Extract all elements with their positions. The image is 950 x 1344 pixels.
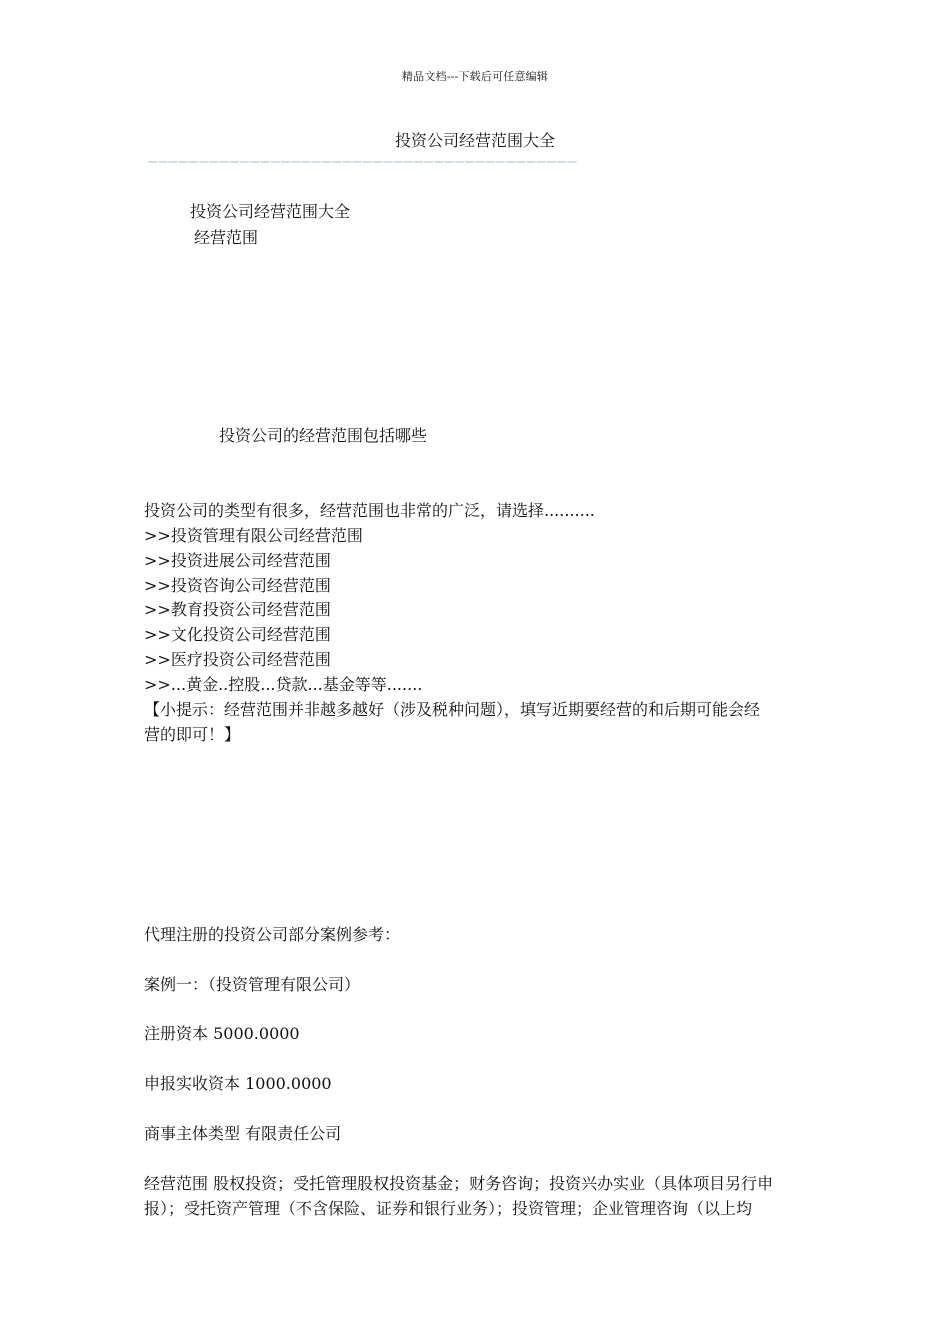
list-item: >>投资管理有限公司经营范围 bbox=[144, 526, 363, 545]
tip-line: 营的即可！】 bbox=[144, 725, 241, 744]
tip-line: 【小提示：经营范围并非越多越好（涉及税种问题），填写近期要经营的和后期可能会经 bbox=[144, 700, 761, 719]
cases-intro: 代理注册的投资公司部分案例参考： bbox=[144, 925, 401, 944]
business-scope-line: 经营范围 股权投资；受托管理股权投资基金；财务咨询；投资兴办实业（具体项目另行申 bbox=[144, 1174, 774, 1193]
business-scope-line: 报）；受托资产管理（不含保险、证券和银行业务）；投资管理；企业管理咨询（以上均 bbox=[144, 1199, 753, 1218]
list-item: >>医疗投资公司经营范围 bbox=[144, 650, 331, 669]
list-lead: 投资公司的类型有很多，经营范围也非常的广泛，请选择.......... bbox=[144, 501, 595, 520]
intro-subtitle: 经营范围 bbox=[194, 228, 259, 247]
paid-capital: 申报实收资本 1000.0000 bbox=[144, 1074, 332, 1093]
list-item: >>教育投资公司经营范围 bbox=[144, 600, 331, 619]
registered-capital: 注册资本 5000.0000 bbox=[144, 1024, 300, 1043]
list-item: >>...黄金..控股...贷款...基金等等....... bbox=[144, 675, 423, 694]
list-item: >>投资进展公司经营范围 bbox=[144, 551, 331, 570]
page-header-note: 精品文档---下载后可任意编辑 bbox=[401, 70, 549, 83]
intro-title: 投资公司经营范围大全 bbox=[190, 202, 351, 221]
case-title: 案例一：（投资管理有限公司） bbox=[144, 975, 361, 994]
list-item: >>投资咨询公司经营范围 bbox=[144, 576, 331, 595]
section-heading: 投资公司的经营范围包括哪些 bbox=[219, 426, 428, 445]
title-divider: —————————————————————————————————————————— bbox=[148, 152, 578, 170]
document-title: 投资公司经营范围大全 bbox=[394, 131, 555, 150]
entity-type: 商事主体类型 有限责任公司 bbox=[144, 1124, 342, 1143]
list-item: >>文化投资公司经营范围 bbox=[144, 625, 331, 644]
